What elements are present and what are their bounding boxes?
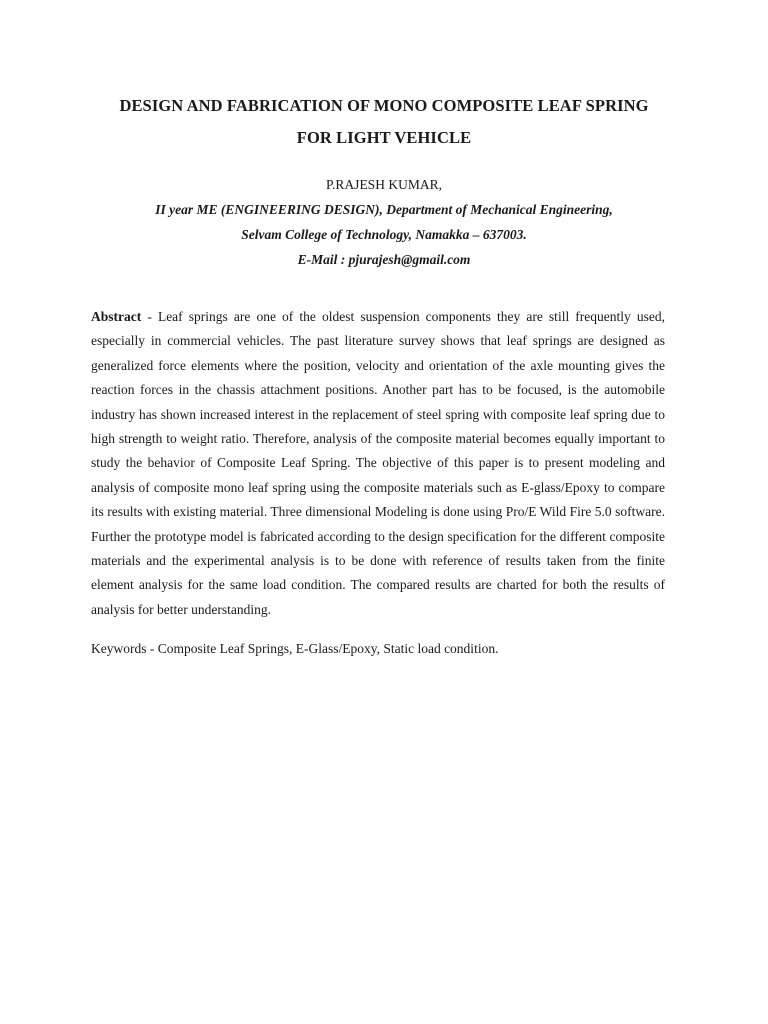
author-name: P.RAJESH KUMAR, <box>326 177 442 192</box>
title-line-2: FOR LIGHT VEHICLE <box>296 128 472 147</box>
author-affiliation-department: II year ME (ENGINEERING DESIGN), Department of Mechanical Engineering, <box>155 202 613 217</box>
abstract-paragraph <box>91 305 665 622</box>
keywords-line: Keywords - Composite Leaf Springs, E-Glass/Epoxy, Static load condition. <box>91 641 499 656</box>
abstract-text: - Leaf springs are one of the oldest suspension components they are still frequently used, especially in commercial vehicles. The past literature survey shows that leaf springs are designed as generalized force elements where the position, velocity and orientation of the axle mounting gives the reaction forces in the chassis attachment positions. Another part has to be focused, is the automobile industry has shown increased interest in the replacement of steel spring with composite leaf spring due to high strength to weight ratio. Therefore, analysis of the composite material becomes equally important to study the behavior of Composite Leaf Spring. The objective of this paper is to present modeling and analysis of composite mono leaf spring using the composite materials such as E-glass/Epoxy to compare its results with existing material. Three dimensional Modeling is done using Pro/E Wild Fire 5.0 software. Further the prototype model is fabricated according to the design specification for the different composite materials and the experimental analysis is to be done with reference of results taken from the finite element analysis for the same load condition. The compared results are charted for both the results of analysis for better understanding. <box>91 309 665 617</box>
title-line-1: DESIGN AND FABRICATION OF MONO COMPOSITE LEAF SPRING <box>119 96 649 115</box>
paper-title <box>80 90 688 154</box>
author-block <box>80 172 688 272</box>
abstract-label: Abstract <box>91 309 142 324</box>
author-affiliation-college: Selvam College of Technology, Namakka – 637003. <box>241 227 527 242</box>
author-email: E-Mail : pjurajesh@gmail.com <box>297 252 471 267</box>
